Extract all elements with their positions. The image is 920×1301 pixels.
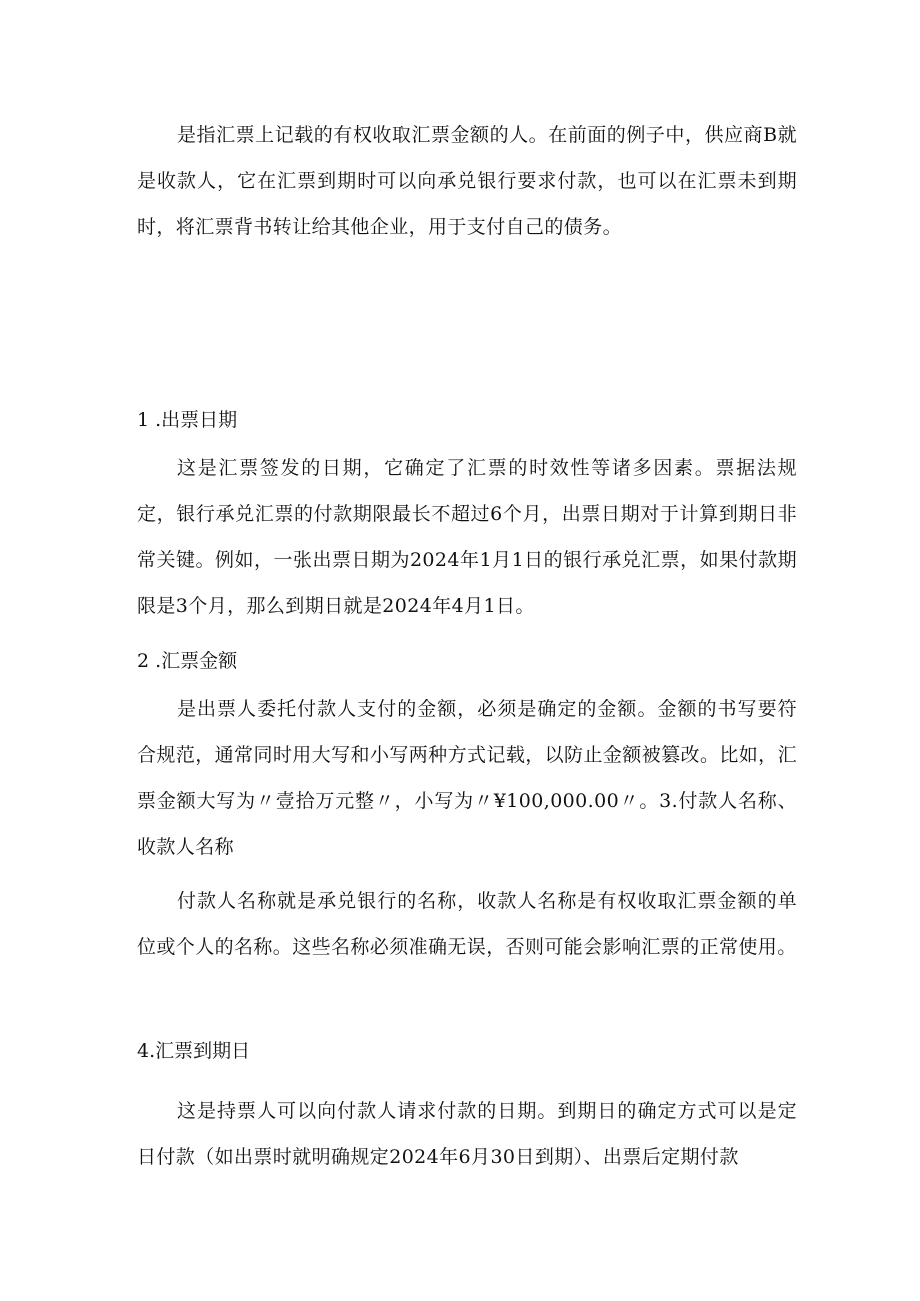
section-heading-amount: 2 .汇票金额 (137, 650, 238, 672)
section-paragraph-names: 付款人名称就是承兑银行的名称，收款人名称是有权收取汇票金额的单位或个人的名称。这些名称必须准确无误，否则可能会影响汇票的正常使用。 (137, 890, 797, 958)
section-paragraph-amount: 是出票人委托付款人支付的金额，必须是确定的金额。金额的书写要符合规范，通常同时用大写和小写两种方式记载，以防止金额被篡改。比如，汇票金额大写为〃壹拾万元整〃，小写为〃¥100,000.00〃。3.付款人名称、收款人名称 (137, 698, 797, 858)
section-heading-issue-date: 1 .出票日期 (137, 409, 238, 431)
section-paragraph-issue-date: 这是汇票签发的日期，它确定了汇票的时效性等诸多因素。票据法规定，银行承兑汇票的付款期限最长不超过6个月，出票日期对于计算到期日非常关键。例如，一张出票日期为2024年1月1日的银行承兑汇票，如果付款期限是3个月，那么到期日就是2024年4月1日。 (137, 457, 797, 617)
section-paragraph-maturity-date: 这是持票人可以向付款人请求付款的日期。到期日的确定方式可以是定日付款（如出票时就明确规定2024年6月30日到期）、出票后定期付款 (137, 1100, 797, 1168)
intro-paragraph: 是指汇票上记载的有权收取汇票金额的人。在前面的例子中，供应商B就是收款人，它在汇票到期时可以向承兑银行要求付款，也可以在汇票未到期时，将汇票背书转让给其他企业，用于支付自己的债务。 (137, 124, 797, 238)
section-heading-maturity-date: 4.汇票到期日 (137, 1040, 251, 1062)
